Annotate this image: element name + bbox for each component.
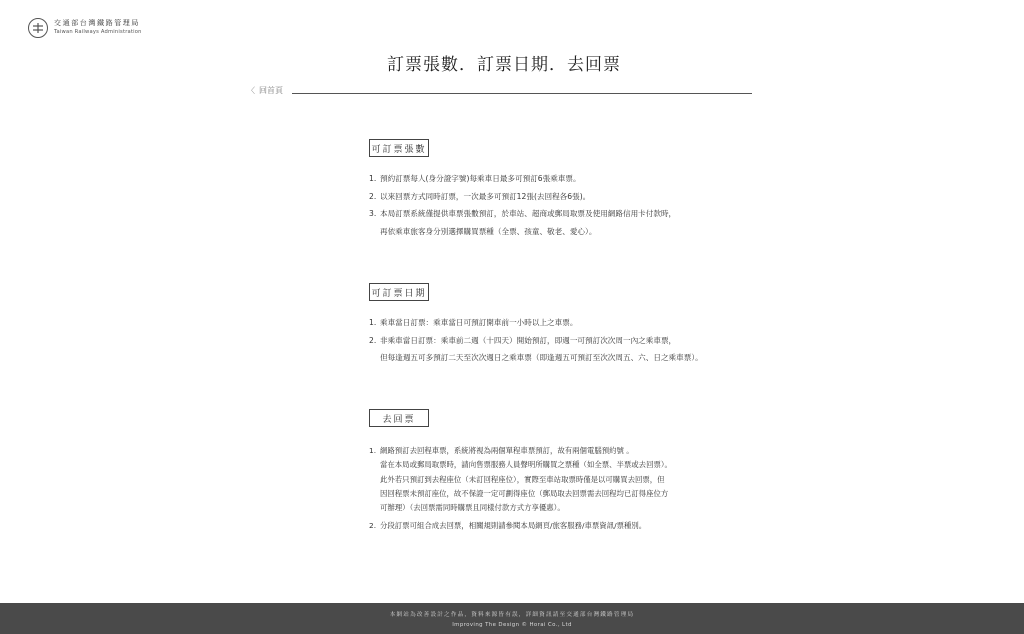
logo-name-chinese: 交通部台灣鐵路管理局 — [54, 19, 140, 28]
list-item: 1. 預約訂票每人(身分證字號)每乘車日最多可預訂6張乘車票。 — [369, 174, 581, 183]
round-trip-list — [369, 444, 769, 534]
list-item: 2. 分段訂票可組合成去回票，相關規則請參閱本局網頁/旅客服務/車票資訊/票種別。 — [369, 521, 647, 531]
booking-date-list — [369, 314, 769, 367]
footer-copyright: Improving The Design © Horai Co., Ltd — [452, 622, 572, 628]
list-item: 2. 非乘車當日訂票：乘車前二週（十四天）開始預訂，即週一可預訂次次周一內之乘車票， 但每逢週五可多預訂二天至次次週日之乘車票（即逢週五可預訂至次次周五、六、日之乘車票）。 — [369, 335, 703, 362]
back-to-home-label: 回首頁 — [259, 86, 283, 95]
page-title: 訂票張數．訂票日期．去回票 — [387, 55, 621, 75]
back-to-home-link[interactable] — [247, 85, 283, 96]
list-item: 1. 乘車當日訂票：乘車當日可預訂開車前一小時以上之車票。 — [369, 318, 578, 327]
logo-name-english: Taiwan Railways Administration — [54, 28, 142, 35]
list-item: 2. 以來回票方式同時訂票，一次最多可預訂12張(去回程各6張)。 — [369, 191, 591, 201]
section-title-round-trip: 去回票 — [369, 409, 429, 427]
site-footer — [0, 603, 1024, 634]
title-divider — [292, 93, 752, 94]
section-title-ticket-quantity: 可訂票張數 — [369, 139, 429, 157]
section-title-booking-date: 可訂票日期 — [369, 283, 429, 301]
logo-text — [54, 20, 142, 35]
list-item: 1. 網路預訂去回程車票，系統將視為兩個單程車票預訂，故有兩個電腦預約號 。 當在本局或郵局取票時，請向售票服務人員聲明所購買之票種（如全票、半票或去回票）。 此外若只預訂到去程座位（未訂回程座位），實際至車站取票時僅是以可購買去回票，但 因回程票未預訂座位，故不保證一定可劃得座位（郵局取去回票需去回程均已訂得座位方 可辦理）（去回票需同時購票且同樣付款方式方享優惠）。 — [369, 446, 672, 513]
list-item: 3. 本局訂票系統僅提供車票張數預訂，於車站、超商或郵局取票及使用網路信用卡付款時， 再依乘車旅客身分別選擇購買票種（全票、孩童、敬老、愛心）。 — [369, 209, 677, 236]
footer-disclaimer: 本網站為改善設計之作品，資料來源皆有誤，詳細資訊請至交通部台灣鐵路管理局 — [389, 612, 635, 618]
ticket-quantity-list — [369, 170, 769, 240]
tra-logo-icon — [28, 18, 48, 38]
chevron-left-icon: 〈 — [247, 86, 255, 95]
site-logo[interactable] — [28, 18, 142, 38]
